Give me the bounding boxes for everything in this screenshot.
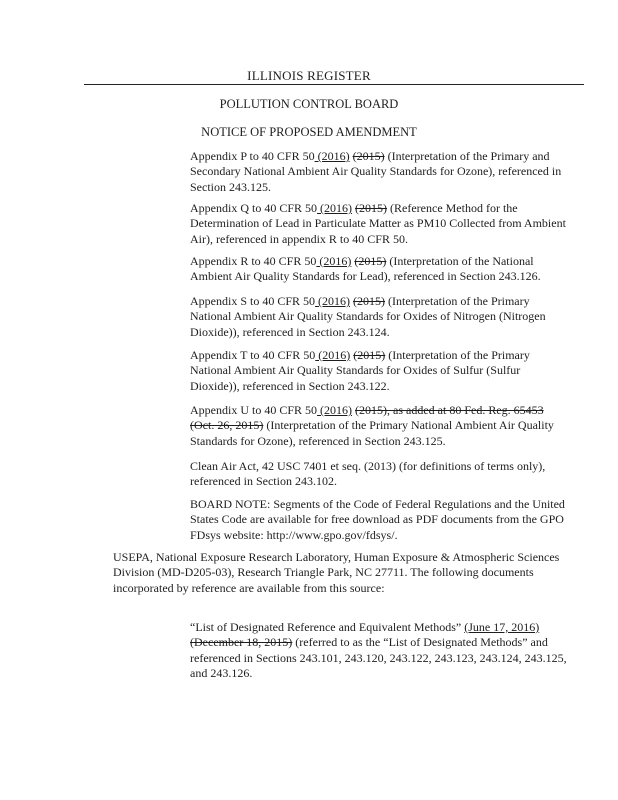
deleted-text: (2015): [353, 348, 386, 362]
inserted-text: (2016): [317, 403, 353, 417]
inserted-text: (June 17, 2016): [464, 620, 540, 634]
appendix-r-entry: Appendix R to 40 CFR 50 (2016) (2015) (Interpretation of the National Ambient Air Quality Standards for Lead), referenced in Section 243.126.: [190, 254, 541, 284]
deleted-text: (2015): [352, 149, 385, 163]
appendix-u-entry: Appendix U to 40 CFR 50 (2016) (2015), as added at 80 Fed. Reg. 65453 (Oct. 26, 2015) (Interpretation of the Primary National Ambient Air Quality Standards for Ozone), referenced in Section 243.125.: [190, 403, 554, 448]
agency-heading: POLLUTION CONTROL BOARD: [219, 97, 399, 111]
appendix-q-entry: Appendix Q to 40 CFR 50 (2016) (2015) (Reference Method for the Determination of Lead in Particulate Matter as PM10 Collected from Ambient Air), referenced in appendix R to 40 CFR 50.: [190, 201, 566, 246]
inserted-text: (2016): [315, 348, 351, 362]
deleted-text: (December 18, 2015): [190, 635, 293, 650]
inserted-text: (2016): [317, 201, 353, 215]
clean-air-act-entry: Clean Air Act, 42 USC 7401 et seq. (2013) (for definitions of terms only), referenced in Section 243.102.: [190, 459, 546, 489]
deleted-text: (2015): [354, 254, 387, 268]
inserted-text: (2016): [314, 149, 350, 163]
deleted-text: (2015), as added at 80 Fed. Reg. 65453 (Oct. 26, 2015): [190, 403, 544, 433]
inserted-text: (2016): [315, 294, 351, 308]
header-rule: [84, 84, 584, 85]
inserted-text: (2016): [316, 254, 352, 268]
appendix-t-entry: Appendix T to 40 CFR 50 (2016) (2015) (Interpretation of the Primary National Ambient Air Quality Standards for Oxides of Sulfur (Sulfur Dioxide)), referenced in Section 243.122.: [190, 348, 530, 393]
deleted-text: (2015): [353, 294, 386, 308]
notice-heading: NOTICE OF PROPOSED AMENDMENT: [201, 125, 417, 139]
usepa-source-paragraph: USEPA, National Exposure Research Laboratory, Human Exposure & Atmospheric Sciences Division (MD-D205-03), Research Triangle Park, NC 27711. The following documents incorporated by reference are available from this source:: [113, 550, 560, 595]
board-note: BOARD NOTE: Segments of the Code of Federal Regulations and the United States Code are available for free download as PDF documents from the GPO FDsys website: http://www.gpo.gov/fdsys/.: [190, 497, 565, 542]
deleted-text: (2015): [355, 201, 388, 215]
register-title: ILLINOIS REGISTER: [247, 68, 371, 83]
appendix-s-entry: Appendix S to 40 CFR 50 (2016) (2015) (Interpretation of the Primary National Ambient Air Quality Standards for Oxides of Nitrogen (Nitrogen Dioxide)), referenced in Section 243.124.: [190, 294, 546, 339]
designated-methods-entry: “List of Designated Reference and Equivalent Methods” (June 17, 2016) (December 18, 2015) (referred to as the “List of Designated Methods” and referenced in Sections 243.101, 243.120, 243.122, 243.123, 243.124, 243.125, and 243.126.: [190, 620, 567, 680]
appendix-p-entry: Appendix P to 40 CFR 50 (2016) (2015) (Interpretation of the Primary and Secondary National Ambient Air Quality Standards for Ozone), referenced in Section 243.125.: [190, 149, 562, 194]
